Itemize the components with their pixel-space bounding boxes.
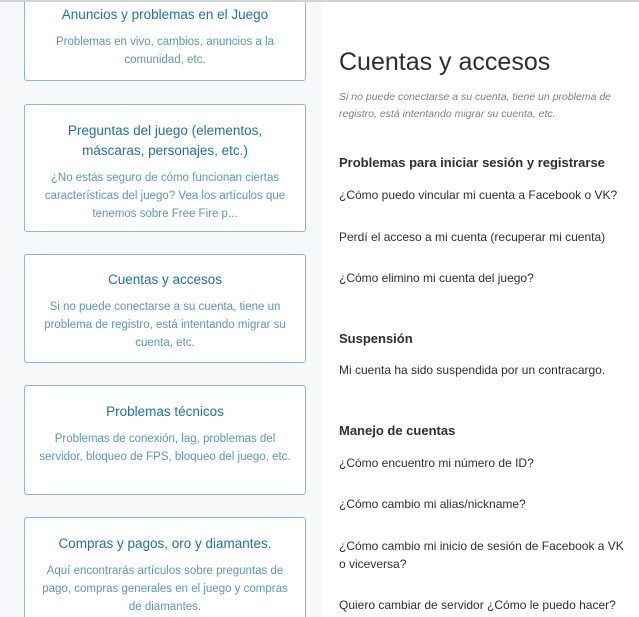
category-title: Problemas técnicos	[106, 404, 224, 419]
category-title: Preguntas del juego (elementos, máscaras, personajes, etc.)	[67, 123, 263, 158]
category-detail	[322, 2, 639, 617]
article-link-chargeback-suspension[interactable]: Mi cuenta ha sido suspendida por un contracargo.	[339, 363, 606, 377]
article-link-switch-login[interactable]: ¿Cómo cambio mi inicio de sesión de Facebook a VK o viceversa?	[339, 539, 624, 571]
category-card-technical[interactable]	[24, 385, 306, 495]
category-description: Aquí encontrarás artículos sobre preguntas de pago, compras generales en el juego y compras de diamantes.	[42, 565, 288, 613]
category-title: Compras y pagos, oro y diamantes.	[58, 536, 272, 551]
category-title: Cuentas y accesos	[107, 272, 223, 287]
category-title: Anuncios y problemas en el Juego	[61, 7, 269, 22]
article-link-link-facebook-vk[interactable]: ¿Cómo puedo vincular mi cuenta a Facebook o VK?	[339, 188, 618, 202]
page-subtitle: Si no puede conectarse a su cuenta, tiene un problema de registro, está intentando migrar su cuenta, etc.	[339, 91, 612, 120]
category-description: Problemas de conexión, lag, problemas del servidor, bloqueo de FPS, bloqueo del juego, etc.	[39, 433, 291, 463]
category-card-accounts[interactable]	[24, 254, 306, 363]
category-card-game-questions[interactable]	[24, 104, 306, 232]
category-list	[0, 2, 322, 617]
article-link-recover-account[interactable]: Perdí el acceso a mi cuenta (recuperar mi cuenta)	[339, 230, 606, 244]
category-description: Problemas en vivo, cambios, anuncios a la comunidad, etc.	[56, 36, 274, 66]
article-link-change-server[interactable]: Quiero cambiar de servidor ¿Cómo le puedo hacer?	[339, 598, 616, 612]
category-description: Si no puede conectarse a su cuenta, tiene un problema de registro, está intentando migrar su cuenta, etc.	[44, 301, 286, 349]
page-title: Cuentas y accesos	[339, 48, 551, 76]
article-link-find-id[interactable]: ¿Cómo encuentro mi número de ID?	[339, 456, 534, 470]
category-card-announcements[interactable]	[24, 2, 306, 81]
section-heading-account-management: Manejo de cuentas	[339, 423, 456, 438]
article-link-delete-account[interactable]: ¿Cómo elimino mi cuenta del juego?	[339, 271, 534, 285]
category-card-payments[interactable]	[24, 517, 306, 617]
article-link-change-nickname[interactable]: ¿Cómo cambio mi alias/nickname?	[339, 497, 526, 511]
section-heading-login: Problemas para iniciar sesión y registrarse	[339, 155, 605, 170]
section-heading-suspension: Suspensión	[339, 331, 413, 346]
category-description: ¿No estás seguro de cómo funcionan ciertas características del juego? Vea los artículos que tenemos sobre Free Fire p...	[44, 172, 286, 220]
